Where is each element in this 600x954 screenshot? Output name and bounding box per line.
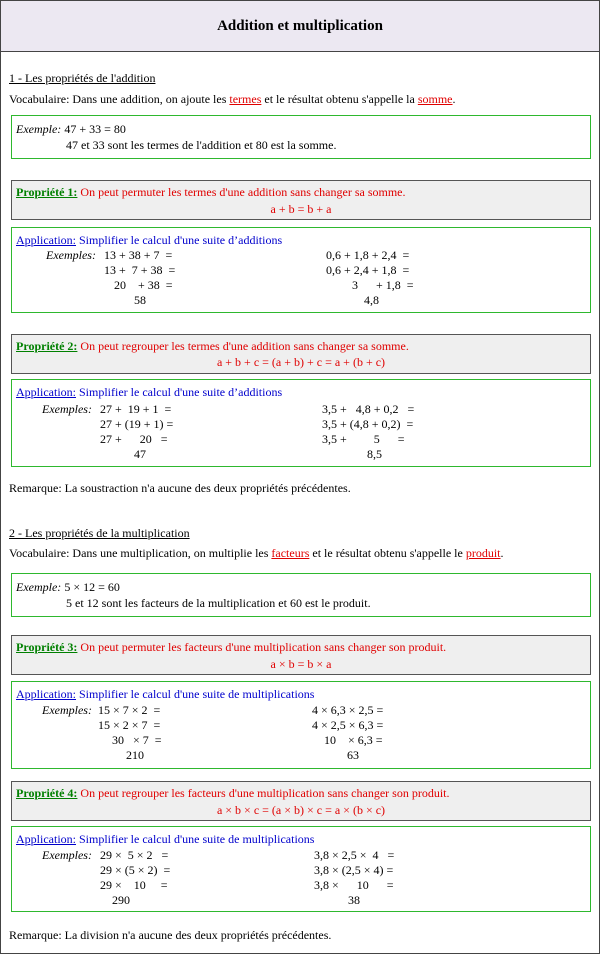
example-line2: 5 et 12 sont les facteurs de la multiplication et 60 est le produit. (66, 596, 371, 610)
property-1-formula: a + b = b + a (270, 202, 332, 216)
calc-line: 4 × 2,5 × 6,3 = (312, 718, 384, 732)
calc-line: 3,8 × 2,5 × 4 = (314, 848, 395, 862)
vocab-suffix: . (500, 546, 504, 560)
examples-label: Exemples: (42, 402, 92, 416)
examples-label: Exemples: (42, 848, 92, 862)
example-label: Exemple: (16, 122, 62, 136)
examples-label: Exemples: (42, 703, 92, 717)
remark-addition: Remarque: La soustraction n'a aucune des deux propriétés précédentes. (9, 481, 351, 495)
calc-line: 0,6 + 2,4 + 1,8 = (326, 263, 410, 277)
application-3-title: Simplifier le calcul d'une suite de multiplications (76, 687, 315, 701)
property-3-label: Propriété 3: (16, 640, 78, 654)
term-termes: termes (229, 92, 262, 106)
property-4-formula: a × b × c = (a × b) × c = a × (b × c) (216, 803, 386, 817)
calc-line: 3,5 + 5 = (322, 432, 405, 446)
section1-heading: 1 - Les propriétés de l'addition (9, 71, 156, 85)
application-1-title: Simplifier le calcul d'une suite d’additions (76, 233, 283, 247)
application-2-title: Simplifier le calcul d'une suite d’additions (76, 385, 283, 399)
page-title: Addition et multiplication (1, 1, 599, 52)
calc-result: 8,5 (367, 447, 382, 461)
application-4-label: Application: (16, 832, 76, 846)
calc-line: 10 × 6,3 = (324, 733, 383, 747)
example-line2: 47 et 33 sont les termes de l'addition et 80 est la somme. (66, 138, 337, 152)
property-3-formula: a × b = b × a (270, 657, 332, 671)
calc-line: 3,5 + 4,8 + 0,2 = (322, 402, 415, 416)
calc-result: 63 (347, 748, 359, 762)
vocab-prefix: Vocabulaire: Dans une addition, on ajoute les (9, 92, 230, 106)
property-2-text: On peut regrouper les termes d'une addition sans changer sa somme. (77, 339, 409, 353)
property-4-label: Propriété 4: (16, 786, 78, 800)
application-4-title: Simplifier le calcul d'une suite de multiplications (76, 832, 315, 846)
property-3-box (11, 635, 591, 675)
calc-result: 4,8 (364, 293, 379, 307)
application-1-box (11, 227, 591, 313)
property-1-box (11, 180, 591, 220)
vocab-middle: et le résultat obtenu s'appelle la (261, 92, 418, 106)
property-4-text: On peut regrouper les facteurs d'une multiplication sans changer son produit. (77, 786, 450, 800)
property-1-text: On peut permuter les termes d'une addition sans changer sa somme. (77, 185, 406, 199)
vocab-suffix: . (452, 92, 456, 106)
calc-line: 13 + 7 + 38 = (104, 263, 176, 277)
calc-result: 38 (348, 893, 360, 907)
examples-label: Exemples: (46, 248, 96, 262)
calc-line: 29 × (5 × 2) = (100, 863, 171, 877)
calc-line: 3,8 × 10 = (314, 878, 394, 892)
term-somme: somme (417, 92, 453, 106)
property-3-text: On peut permuter les facteurs d'une multiplication sans changer son produit. (77, 640, 447, 654)
vocab-prefix: Vocabulaire: Dans une multiplication, on multiplie les (9, 546, 272, 560)
property-1-label: Propriété 1: (16, 185, 78, 199)
application-2-box (11, 379, 591, 467)
calc-line: 3,5 + (4,8 + 0,2) = (322, 417, 414, 431)
application-1-label: Application: (16, 233, 76, 247)
application-3-label: Application: (16, 687, 76, 701)
term-facteurs: facteurs (271, 546, 310, 560)
vocab-middle: et le résultat obtenu s'appelle le (309, 546, 466, 560)
calc-line: 20 + 38 = (114, 278, 173, 292)
property-2-box (11, 334, 591, 374)
calc-line: 3 + 1,8 = (352, 278, 414, 292)
calc-result: 47 (134, 447, 146, 461)
section1-vocabulary (9, 92, 456, 107)
calc-line: 3,8 × (2,5 × 4) = (314, 863, 394, 877)
section2-vocabulary (9, 546, 504, 561)
calc-line: 4 × 6,3 × 2,5 = (312, 703, 384, 717)
calc-line: 13 + 38 + 7 = (104, 248, 173, 262)
property-2-formula: a + b + c = (a + b) + c = a + (b + c) (216, 355, 386, 369)
calc-line: 30 × 7 = (112, 733, 162, 747)
application-3-box (11, 681, 591, 769)
calc-line: 15 × 2 × 7 = (98, 718, 161, 732)
application-4-box (11, 826, 591, 912)
property-4-box (11, 781, 591, 821)
application-2-label: Application: (16, 385, 76, 399)
remark-multiplication: Remarque: La division n'a aucune des deux propriétés précédentes. (9, 928, 332, 942)
example-box-multiplication (11, 573, 591, 617)
term-produit: produit (465, 546, 501, 560)
calc-line: 15 × 7 × 2 = (98, 703, 161, 717)
calc-result: 290 (112, 893, 130, 907)
calc-line: 27 + (19 + 1) = (100, 417, 174, 431)
calc-line: 27 + 20 = (100, 432, 168, 446)
example-line1: 5 × 12 = 60 (61, 580, 120, 594)
property-2-label: Propriété 2: (16, 339, 78, 353)
calc-result: 58 (134, 293, 146, 307)
calc-line: 27 + 19 + 1 = (100, 402, 172, 416)
calc-result: 210 (126, 748, 144, 762)
calc-line: 29 × 5 × 2 = (100, 848, 169, 862)
example-box-addition (11, 115, 591, 159)
calc-line: 0,6 + 1,8 + 2,4 = (326, 248, 410, 262)
section2-heading: 2 - Les propriétés de la multiplication (9, 526, 190, 540)
example-line1: 47 + 33 = 80 (61, 122, 126, 136)
example-label: Exemple: (16, 580, 62, 594)
calc-line: 29 × 10 = (100, 878, 168, 892)
